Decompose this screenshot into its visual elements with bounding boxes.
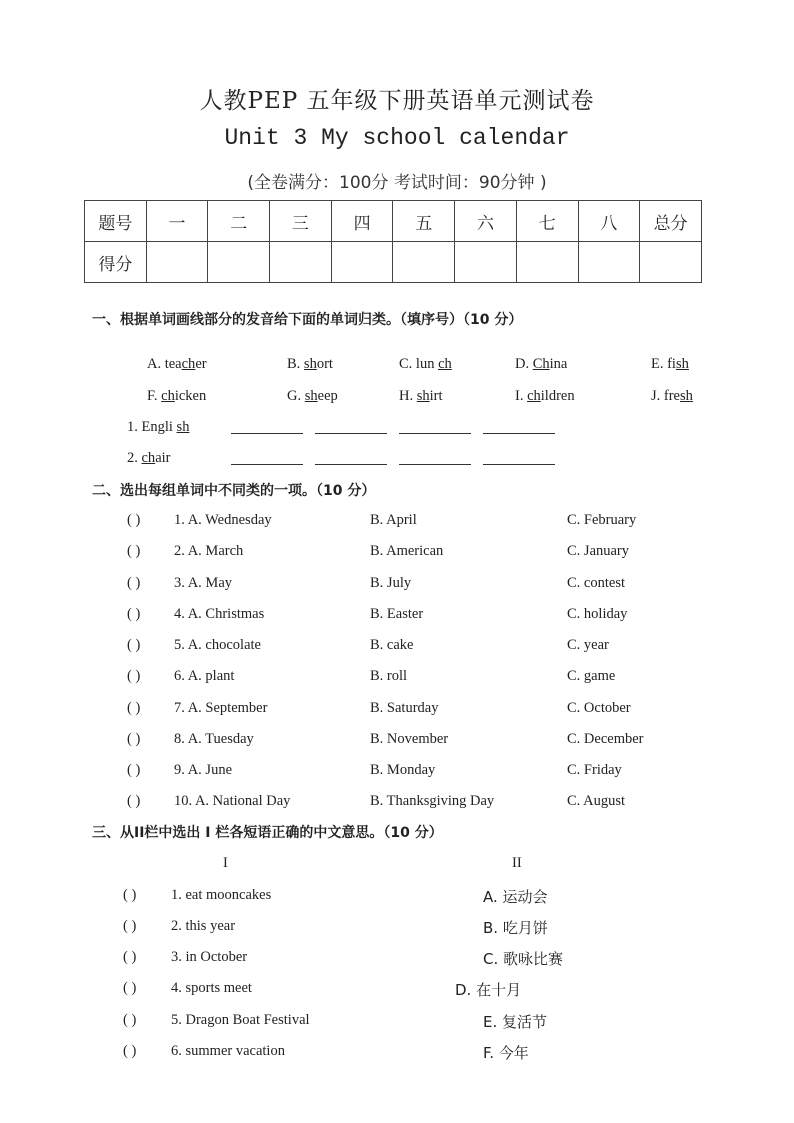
score-cell: 六 <box>455 201 517 242</box>
page-title: 人教PEP 五年级下册英语单元测试卷 <box>199 88 595 114</box>
answer-paren[interactable]: ( ) <box>127 700 141 716</box>
answer-blank[interactable] <box>399 419 471 434</box>
choice-b: B. American <box>370 543 444 559</box>
answer-paren[interactable]: ( ) <box>123 887 137 903</box>
phrase-english: 5. Dragon Boat Festival <box>171 1012 310 1028</box>
section2-heading: 二、选出每组单词中不同类的一项。（10 分） <box>92 483 376 499</box>
choice-c: C. contest <box>567 575 625 591</box>
choice-a: 10. A. National Day <box>174 793 291 809</box>
phrase-english: 6. summer vacation <box>171 1043 285 1059</box>
choice-a: 5. A. chocolate <box>174 637 261 653</box>
phrase-english: 2. this year <box>171 918 236 934</box>
score-cell: 五 <box>393 201 455 242</box>
phrase-english: 3. in October <box>171 949 248 965</box>
answer-blank[interactable] <box>231 419 303 434</box>
choice-b: B. roll <box>370 668 408 684</box>
score-cell: 二 <box>208 201 270 242</box>
answer-blank[interactable] <box>399 450 471 465</box>
choice-b: B. cake <box>370 637 414 653</box>
phrase-chinese: A. 运动会 <box>483 888 548 906</box>
score-table-header-row <box>85 201 702 242</box>
answer-paren[interactable]: ( ) <box>127 793 141 809</box>
answer-paren[interactable]: ( ) <box>127 606 141 622</box>
phrase-chinese: E. 复活节 <box>483 1013 548 1031</box>
phrase-chinese: F. 今年 <box>483 1044 529 1062</box>
choice-b: B. April <box>370 512 417 528</box>
answer-paren[interactable]: ( ) <box>123 1043 137 1059</box>
page-subtitle: Unit 3 My school calendar <box>224 125 570 151</box>
choice-a: 9. A. June <box>174 762 232 778</box>
score-input-cell[interactable] <box>640 242 702 283</box>
option-h: H. shirt <box>399 388 443 404</box>
score-input-cell[interactable] <box>270 242 332 283</box>
choice-b: B. Monday <box>370 762 436 778</box>
choice-c: C. August <box>567 793 626 809</box>
choice-c: C. year <box>567 637 609 653</box>
choice-c: C. holiday <box>567 606 628 622</box>
choice-a: 8. A. Tuesday <box>174 731 254 747</box>
score-table-score-row <box>85 242 702 283</box>
answer-paren[interactable]: ( ) <box>123 918 137 934</box>
choice-c: C. game <box>567 668 616 684</box>
score-cell: 三 <box>270 201 332 242</box>
score-cell: 得分 <box>85 242 147 283</box>
score-input-cell[interactable] <box>146 242 208 283</box>
choice-a: 6. A. plant <box>174 668 235 684</box>
answer-paren[interactable]: ( ) <box>127 731 141 747</box>
option-b: B. short <box>287 356 333 372</box>
score-input-cell[interactable] <box>331 242 393 283</box>
choice-a: 4. A. Christmas <box>174 606 265 622</box>
answer-paren[interactable]: ( ) <box>123 949 137 965</box>
option-a: A. teacher <box>147 356 207 372</box>
option-i: I. children <box>515 388 575 404</box>
score-cell: 一 <box>146 201 208 242</box>
column-i-label: I <box>223 855 228 871</box>
choice-b: B. Saturday <box>370 700 439 716</box>
choice-a: 1. A. Wednesday <box>174 512 272 528</box>
phrase-english: 1. eat mooncakes <box>171 887 272 903</box>
answer-paren[interactable]: ( ) <box>127 637 141 653</box>
score-input-cell[interactable] <box>393 242 455 283</box>
answer-blanks-1[interactable] <box>231 419 567 439</box>
score-cell: 总分 <box>640 201 702 242</box>
answer-blank[interactable] <box>231 450 303 465</box>
option-f: F. chicken <box>147 388 207 404</box>
phrase-chinese: D. 在十月 <box>455 981 522 999</box>
choice-b: B. Thanksgiving Day <box>370 793 495 809</box>
choice-b: B. July <box>370 575 412 591</box>
choice-a: 7. A. September <box>174 700 268 716</box>
answer-paren[interactable]: ( ) <box>123 980 137 996</box>
section3-heading: 三、从II栏中选出 I 栏各短语正确的中文意思。（10 分） <box>92 825 443 841</box>
answer-blank[interactable] <box>315 419 387 434</box>
choice-c: C. February <box>567 512 637 528</box>
answer-paren[interactable]: ( ) <box>127 512 141 528</box>
answer-blank[interactable] <box>315 450 387 465</box>
section1-heading: 一、根据单词画线部分的发音给下面的单词归类。（填序号）（10 分） <box>92 312 523 328</box>
choice-a: 2. A. March <box>174 543 244 559</box>
choice-c: C. October <box>567 700 631 716</box>
exam-info: (全卷满分：100分 考试时间：90分钟 ) <box>247 173 547 193</box>
option-d: D. China <box>515 356 568 372</box>
answer-blanks-2[interactable] <box>231 450 567 470</box>
score-cell: 八 <box>578 201 640 242</box>
answer-paren[interactable]: ( ) <box>127 575 141 591</box>
option-j: J. fresh <box>651 388 693 404</box>
score-input-cell[interactable] <box>578 242 640 283</box>
choice-b: B. Easter <box>370 606 424 622</box>
phrase-chinese: C. 歌咏比赛 <box>483 950 564 968</box>
classify-question-2: 2. chair <box>127 450 171 466</box>
answer-paren[interactable]: ( ) <box>127 543 141 559</box>
score-input-cell[interactable] <box>455 242 517 283</box>
choice-c: C. January <box>567 543 630 559</box>
score-cell: 题号 <box>85 201 147 242</box>
option-g: G. sheep <box>287 388 338 404</box>
choice-b: B. November <box>370 731 449 747</box>
answer-paren[interactable]: ( ) <box>127 762 141 778</box>
choice-c: C. December <box>567 731 644 747</box>
answer-paren[interactable]: ( ) <box>127 668 141 684</box>
answer-blank[interactable] <box>483 419 555 434</box>
column-ii-label: II <box>512 855 522 871</box>
option-c: C. lun ch <box>399 356 452 372</box>
score-input-cell[interactable] <box>516 242 578 283</box>
score-cell: 四 <box>331 201 393 242</box>
answer-blank[interactable] <box>483 450 555 465</box>
classify-question-1: 1. Engli sh <box>127 419 190 435</box>
score-cell: 七 <box>516 201 578 242</box>
phrase-chinese: B. 吃月饼 <box>483 919 548 937</box>
score-input-cell[interactable] <box>208 242 270 283</box>
choice-a: 3. A. May <box>174 575 232 591</box>
answer-paren[interactable]: ( ) <box>123 1012 137 1028</box>
option-e: E. fish <box>651 356 689 372</box>
score-table <box>84 200 702 283</box>
choice-c: C. Friday <box>567 762 622 778</box>
phrase-english: 4. sports meet <box>171 980 252 996</box>
